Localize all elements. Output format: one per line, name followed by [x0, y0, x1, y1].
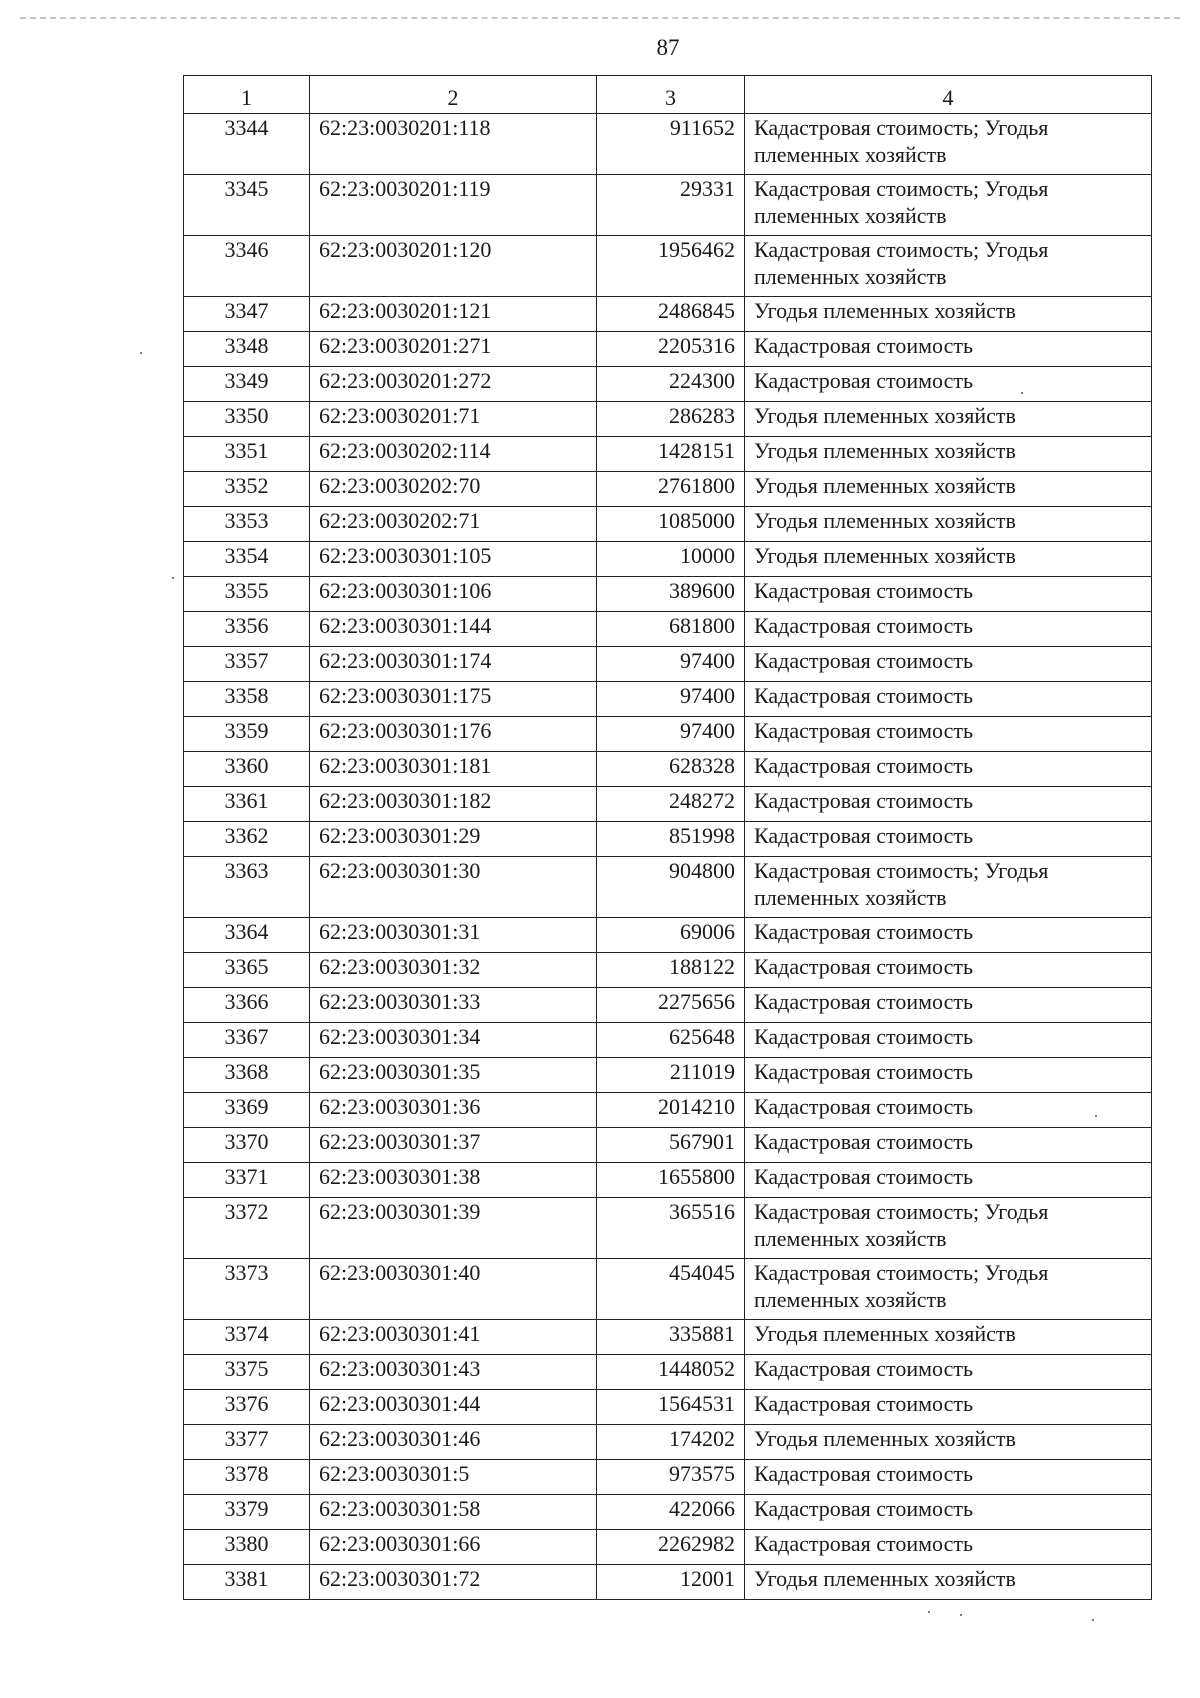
table-row — [184, 822, 1152, 857]
row-number-cell: 3370 — [184, 1128, 310, 1163]
table-header-row — [184, 76, 1152, 114]
row-number-cell: 3350 — [184, 402, 310, 437]
row-number-cell: 3381 — [184, 1565, 310, 1600]
land-plot-table — [183, 75, 1152, 1600]
cadastral-number-cell: 62:23:0030301:175 — [310, 682, 597, 717]
table-row — [184, 1390, 1152, 1425]
value-cell: 567901 — [597, 1128, 745, 1163]
row-number-cell: 3348 — [184, 332, 310, 367]
table-row — [184, 1128, 1152, 1163]
value-cell: 1428151 — [597, 437, 745, 472]
table-row — [184, 857, 1152, 918]
cadastral-number-cell: 62:23:0030301:43 — [310, 1355, 597, 1390]
cadastral-number-cell: 62:23:0030201:272 — [310, 367, 597, 402]
description-cell: Кадастровая стоимость — [745, 1093, 1152, 1128]
value-cell: 422066 — [597, 1495, 745, 1530]
description-cell: Кадастровая стоимость — [745, 1163, 1152, 1198]
scan-speck — [1095, 1115, 1097, 1117]
description-cell: Кадастровая стоимость — [745, 1128, 1152, 1163]
table-row — [184, 1565, 1152, 1600]
row-number-cell: 3349 — [184, 367, 310, 402]
table-row — [184, 752, 1152, 787]
cadastral-number-cell: 62:23:0030301:182 — [310, 787, 597, 822]
description-cell: Кадастровая стоимость — [745, 647, 1152, 682]
description-cell: Кадастровая стоимость — [745, 752, 1152, 787]
table-row — [184, 1058, 1152, 1093]
value-cell: 904800 — [597, 857, 745, 918]
scan-speck — [140, 352, 142, 354]
description-cell: Угодья племенных хозяйств — [745, 402, 1152, 437]
cadastral-number-cell: 62:23:0030301:106 — [310, 577, 597, 612]
cadastral-number-cell: 62:23:0030301:30 — [310, 857, 597, 918]
cadastral-number-cell: 62:23:0030201:120 — [310, 236, 597, 297]
table-body — [184, 114, 1152, 1600]
description-cell: Кадастровая стоимость — [745, 918, 1152, 953]
cadastral-number-cell: 62:23:0030301:5 — [310, 1460, 597, 1495]
cadastral-number-cell: 62:23:0030301:33 — [310, 988, 597, 1023]
cadastral-number-cell: 62:23:0030202:71 — [310, 507, 597, 542]
row-number-cell: 3371 — [184, 1163, 310, 1198]
table-row — [184, 682, 1152, 717]
table-row — [184, 114, 1152, 175]
cadastral-number-cell: 62:23:0030301:38 — [310, 1163, 597, 1198]
row-number-cell: 3379 — [184, 1495, 310, 1530]
cadastral-number-cell: 62:23:0030301:36 — [310, 1093, 597, 1128]
cadastral-number-cell: 62:23:0030201:118 — [310, 114, 597, 175]
value-cell: 2761800 — [597, 472, 745, 507]
cadastral-number-cell: 62:23:0030301:35 — [310, 1058, 597, 1093]
description-cell: Кадастровая стоимость; Угодья племенных хозяйств — [745, 1259, 1152, 1320]
description-cell: Кадастровая стоимость — [745, 612, 1152, 647]
value-cell: 174202 — [597, 1425, 745, 1460]
row-number-cell: 3373 — [184, 1259, 310, 1320]
cadastral-number-cell: 62:23:0030201:271 — [310, 332, 597, 367]
scan-speck — [1092, 1619, 1094, 1621]
description-cell: Кадастровая стоимость; Угодья племенных хозяйств — [745, 114, 1152, 175]
value-cell: 335881 — [597, 1320, 745, 1355]
cadastral-number-cell: 62:23:0030301:46 — [310, 1425, 597, 1460]
row-number-cell: 3344 — [184, 114, 310, 175]
value-cell: 97400 — [597, 717, 745, 752]
row-number-cell: 3366 — [184, 988, 310, 1023]
cadastral-number-cell: 62:23:0030301:29 — [310, 822, 597, 857]
table-row — [184, 612, 1152, 647]
value-cell: 211019 — [597, 1058, 745, 1093]
description-cell: Угодья племенных хозяйств — [745, 437, 1152, 472]
value-cell: 851998 — [597, 822, 745, 857]
value-cell: 1448052 — [597, 1355, 745, 1390]
table-row — [184, 787, 1152, 822]
table-row — [184, 402, 1152, 437]
description-cell: Угодья племенных хозяйств — [745, 1425, 1152, 1460]
description-cell: Кадастровая стоимость — [745, 1530, 1152, 1565]
row-number-cell: 3355 — [184, 577, 310, 612]
value-cell: 1655800 — [597, 1163, 745, 1198]
row-number-cell: 3374 — [184, 1320, 310, 1355]
row-number-cell: 3362 — [184, 822, 310, 857]
row-number-cell: 3377 — [184, 1425, 310, 1460]
table-row — [184, 297, 1152, 332]
row-number-cell: 3353 — [184, 507, 310, 542]
description-cell: Кадастровая стоимость — [745, 717, 1152, 752]
row-number-cell: 3359 — [184, 717, 310, 752]
table-row — [184, 953, 1152, 988]
cadastral-number-cell: 62:23:0030301:44 — [310, 1390, 597, 1425]
description-cell: Угодья племенных хозяйств — [745, 507, 1152, 542]
table-row — [184, 367, 1152, 402]
description-cell: Кадастровая стоимость — [745, 1390, 1152, 1425]
row-number-cell: 3378 — [184, 1460, 310, 1495]
scan-speck — [928, 1611, 930, 1613]
description-cell: Кадастровая стоимость — [745, 1355, 1152, 1390]
table-row — [184, 1320, 1152, 1355]
value-cell: 389600 — [597, 577, 745, 612]
table-row — [184, 542, 1152, 577]
description-cell: Кадастровая стоимость — [745, 1495, 1152, 1530]
row-number-cell: 3363 — [184, 857, 310, 918]
table-row — [184, 332, 1152, 367]
description-cell: Угодья племенных хозяйств — [745, 1320, 1152, 1355]
value-cell: 1956462 — [597, 236, 745, 297]
cadastral-number-cell: 62:23:0030301:31 — [310, 918, 597, 953]
cadastral-number-cell: 62:23:0030301:34 — [310, 1023, 597, 1058]
table-row — [184, 1198, 1152, 1259]
column-header-2: 2 — [310, 76, 597, 114]
description-cell: Угодья племенных хозяйств — [745, 1565, 1152, 1600]
cadastral-number-cell: 62:23:0030301:40 — [310, 1259, 597, 1320]
scan-speck — [1021, 392, 1023, 394]
cadastral-number-cell: 62:23:0030201:121 — [310, 297, 597, 332]
description-cell: Кадастровая стоимость — [745, 822, 1152, 857]
table-row — [184, 1530, 1152, 1565]
row-number-cell: 3369 — [184, 1093, 310, 1128]
row-number-cell: 3361 — [184, 787, 310, 822]
description-cell: Кадастровая стоимость — [745, 332, 1152, 367]
description-cell: Угодья племенных хозяйств — [745, 472, 1152, 507]
scan-speck — [172, 577, 174, 579]
cadastral-number-cell: 62:23:0030301:32 — [310, 953, 597, 988]
row-number-cell: 3368 — [184, 1058, 310, 1093]
cadastral-number-cell: 62:23:0030301:72 — [310, 1565, 597, 1600]
description-cell: Кадастровая стоимость — [745, 953, 1152, 988]
cadastral-number-cell: 62:23:0030301:39 — [310, 1198, 597, 1259]
cadastral-number-cell: 62:23:0030301:58 — [310, 1495, 597, 1530]
cadastral-number-cell: 62:23:0030301:176 — [310, 717, 597, 752]
table-row — [184, 1093, 1152, 1128]
value-cell: 1564531 — [597, 1390, 745, 1425]
column-header-4: 4 — [745, 76, 1152, 114]
value-cell: 97400 — [597, 647, 745, 682]
table-row — [184, 175, 1152, 236]
cadastral-number-cell: 62:23:0030201:119 — [310, 175, 597, 236]
value-cell: 2205316 — [597, 332, 745, 367]
row-number-cell: 3347 — [184, 297, 310, 332]
table-row — [184, 988, 1152, 1023]
row-number-cell: 3375 — [184, 1355, 310, 1390]
row-number-cell: 3356 — [184, 612, 310, 647]
value-cell: 248272 — [597, 787, 745, 822]
cadastral-number-cell: 62:23:0030301:105 — [310, 542, 597, 577]
cadastral-number-cell: 62:23:0030301:41 — [310, 1320, 597, 1355]
row-number-cell: 3372 — [184, 1198, 310, 1259]
description-cell: Кадастровая стоимость; Угодья племенных хозяйств — [745, 857, 1152, 918]
value-cell: 365516 — [597, 1198, 745, 1259]
value-cell: 681800 — [597, 612, 745, 647]
value-cell: 911652 — [597, 114, 745, 175]
column-header-3: 3 — [597, 76, 745, 114]
row-number-cell: 3346 — [184, 236, 310, 297]
cadastral-number-cell: 62:23:0030202:114 — [310, 437, 597, 472]
scan-top-edge — [20, 17, 1180, 19]
value-cell: 2486845 — [597, 297, 745, 332]
row-number-cell: 3354 — [184, 542, 310, 577]
table-row — [184, 717, 1152, 752]
cadastral-number-cell: 62:23:0030301:174 — [310, 647, 597, 682]
value-cell: 188122 — [597, 953, 745, 988]
cadastral-number-cell: 62:23:0030201:71 — [310, 402, 597, 437]
column-header-1: 1 — [184, 76, 310, 114]
description-cell: Кадастровая стоимость; Угодья племенных хозяйств — [745, 1198, 1152, 1259]
row-number-cell: 3364 — [184, 918, 310, 953]
cadastral-number-cell: 62:23:0030301:181 — [310, 752, 597, 787]
value-cell: 2014210 — [597, 1093, 745, 1128]
row-number-cell: 3365 — [184, 953, 310, 988]
table-row — [184, 472, 1152, 507]
row-number-cell: 3351 — [184, 437, 310, 472]
row-number-cell: 3357 — [184, 647, 310, 682]
row-number-cell: 3380 — [184, 1530, 310, 1565]
description-cell: Кадастровая стоимость — [745, 367, 1152, 402]
table-row — [184, 437, 1152, 472]
table-row — [184, 647, 1152, 682]
value-cell: 628328 — [597, 752, 745, 787]
description-cell: Кадастровая стоимость — [745, 1058, 1152, 1093]
description-cell: Угодья племенных хозяйств — [745, 297, 1152, 332]
row-number-cell: 3367 — [184, 1023, 310, 1058]
row-number-cell: 3352 — [184, 472, 310, 507]
value-cell: 454045 — [597, 1259, 745, 1320]
value-cell: 12001 — [597, 1565, 745, 1600]
row-number-cell: 3358 — [184, 682, 310, 717]
description-cell: Кадастровая стоимость; Угодья племенных хозяйств — [745, 236, 1152, 297]
row-number-cell: 3360 — [184, 752, 310, 787]
value-cell: 29331 — [597, 175, 745, 236]
table-row — [184, 1163, 1152, 1198]
cadastral-number-cell: 62:23:0030301:144 — [310, 612, 597, 647]
table-row — [184, 1460, 1152, 1495]
description-cell: Кадастровая стоимость — [745, 577, 1152, 612]
cadastral-number-cell: 62:23:0030301:37 — [310, 1128, 597, 1163]
description-cell: Кадастровая стоимость — [745, 988, 1152, 1023]
value-cell: 2262982 — [597, 1530, 745, 1565]
description-cell: Угодья племенных хозяйств — [745, 542, 1152, 577]
table-row — [184, 1495, 1152, 1530]
table-row — [184, 1425, 1152, 1460]
value-cell: 97400 — [597, 682, 745, 717]
table-row — [184, 236, 1152, 297]
description-cell: Кадастровая стоимость — [745, 1023, 1152, 1058]
table-row — [184, 1023, 1152, 1058]
value-cell: 286283 — [597, 402, 745, 437]
cadastral-number-cell: 62:23:0030202:70 — [310, 472, 597, 507]
description-cell: Кадастровая стоимость; Угодья племенных хозяйств — [745, 175, 1152, 236]
table-row — [184, 1259, 1152, 1320]
value-cell: 69006 — [597, 918, 745, 953]
value-cell: 10000 — [597, 542, 745, 577]
page-number: 87 — [656, 35, 680, 60]
table-row — [184, 1355, 1152, 1390]
value-cell: 973575 — [597, 1460, 745, 1495]
scan-speck — [960, 1614, 962, 1616]
value-cell: 224300 — [597, 367, 745, 402]
row-number-cell: 3345 — [184, 175, 310, 236]
value-cell: 625648 — [597, 1023, 745, 1058]
description-cell: Кадастровая стоимость — [745, 1460, 1152, 1495]
table-row — [184, 918, 1152, 953]
table-row — [184, 577, 1152, 612]
value-cell: 2275656 — [597, 988, 745, 1023]
table-row — [184, 507, 1152, 542]
value-cell: 1085000 — [597, 507, 745, 542]
description-cell: Кадастровая стоимость — [745, 787, 1152, 822]
row-number-cell: 3376 — [184, 1390, 310, 1425]
cadastral-number-cell: 62:23:0030301:66 — [310, 1530, 597, 1565]
description-cell: Кадастровая стоимость — [745, 682, 1152, 717]
